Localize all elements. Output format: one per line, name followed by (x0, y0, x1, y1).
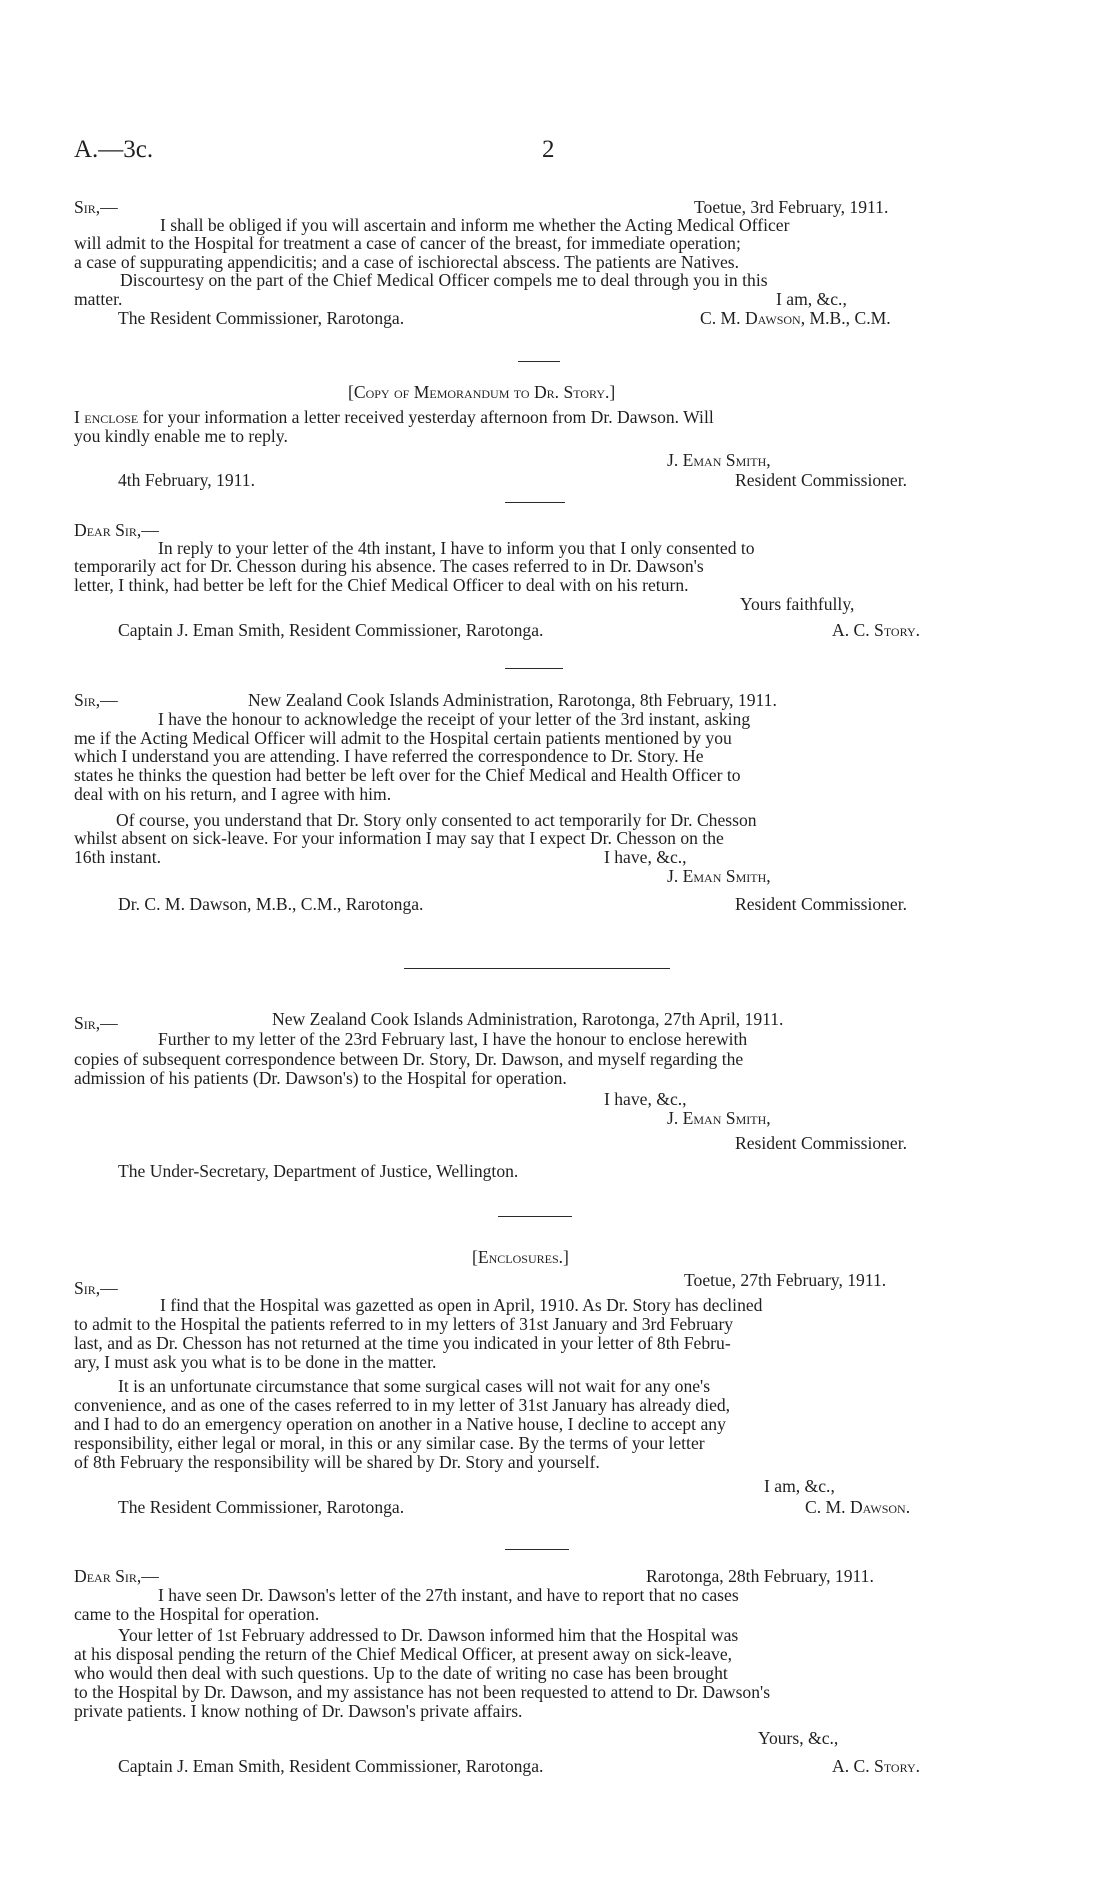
body-line: It is an unfortunate circumstance that some surgical cases will not wait for any one's (118, 1376, 711, 1396)
body-line: admission of his patients (Dr. Dawson's) to the Hospital for operation. (74, 1068, 567, 1088)
body-line: who would then deal with such questions. Up to the date of writing no case has been brought (74, 1663, 728, 1683)
page-number: 2 (542, 136, 555, 163)
document-reference: A.—3c. (74, 136, 154, 163)
body-line: to the Hospital by Dr. Dawson, and my assistance has not been requested to attend to Dr. Dawson's (74, 1682, 771, 1702)
body-line: Further to my letter of the 23rd February last, I have the honour to enclose herewith (158, 1029, 748, 1049)
place-date: Toetue, 27th February, 1911. (684, 1270, 887, 1290)
body-line: I find that the Hospital was gazetted as open in April, 1910. As Dr. Story has declined (160, 1295, 763, 1315)
divider (518, 361, 560, 362)
place-date: Toetue, 3rd February, 1911. (694, 197, 889, 217)
divider (505, 668, 563, 669)
section-heading: [Enclosures.] (472, 1247, 569, 1267)
body-line: me if the Acting Medical Officer will admit to the Hospital certain patients mentioned by you (74, 728, 732, 748)
divider (505, 502, 565, 503)
place-date: Rarotonga, 28th February, 1911. (646, 1566, 874, 1586)
salutation: Dear Sir,— (74, 520, 159, 540)
body-line (74, 407, 714, 427)
salutation: Dear Sir,— (74, 1566, 159, 1586)
signature: J. Eman Smith, (667, 866, 771, 886)
signature: J. Eman Smith, (667, 450, 771, 470)
body-line: Your letter of 1st February addressed to Dr. Dawson informed him that the Hospital was (118, 1625, 739, 1645)
closing: Yours faithfully, (740, 594, 855, 614)
divider (404, 968, 670, 969)
body-line: ary, I must ask you what is to be done in the matter. (74, 1352, 437, 1372)
body-line: private patients. I know nothing of Dr. Dawson's private affairs. (74, 1701, 523, 1721)
body-line: Of course, you understand that Dr. Story only consented to act temporarily for Dr. Chesson (116, 810, 757, 830)
body-line: and I had to do an emergency operation on another in a Native house, I decline to accept any (74, 1414, 726, 1434)
body-line: matter. (74, 289, 123, 309)
signature: J. Eman Smith, (667, 1108, 771, 1128)
body-line: came to the Hospital for operation. (74, 1604, 320, 1624)
signature: C. M. Dawson, M.B., C.M. (700, 308, 891, 328)
body-line: at his disposal pending the return of the Chief Medical Officer, at present away on sick-leave, (74, 1644, 733, 1664)
lead-words: I enclose (74, 407, 139, 427)
salutation: Sir,— (74, 690, 118, 710)
closing: I am, &c., (776, 289, 847, 309)
divider (505, 1549, 569, 1550)
salutation: Sir,— (74, 1278, 118, 1298)
body-line: to admit to the Hospital the patients referred to in my letters of 31st January and 3rd February (74, 1314, 734, 1334)
addressee: The Under-Secretary, Department of Justice, Wellington. (118, 1161, 519, 1181)
salutation: Sir,— (74, 1013, 118, 1033)
body-line: last, and as Dr. Chesson has not returned at the time you indicated in your letter of 8th Febru- (74, 1333, 731, 1353)
body-line: a case of suppurating appendicitis; and a case of ischiorectal abscess. The patients are Natives. (74, 252, 740, 272)
body-line: will admit to the Hospital for treatment a case of cancer of the breast, for immediate operation; (74, 233, 741, 253)
body-line: In reply to your letter of the 4th instant, I have to inform you that I only consented to (158, 538, 755, 558)
body-line: of 8th February the responsibility will be shared by Dr. Story and yourself. (74, 1452, 600, 1472)
signature: A. C. Story. (832, 620, 921, 640)
section-heading: [Copy of Memorandum to Dr. Story.] (348, 382, 616, 402)
addressee: Dr. C. M. Dawson, M.B., C.M., Rarotonga. (118, 894, 424, 914)
signatory-title: Resident Commissioner. (735, 470, 908, 490)
date: 4th February, 1911. (118, 470, 255, 490)
body-line: temporarily act for Dr. Chesson during his absence. The cases referred to in Dr. Dawson's (74, 556, 704, 576)
closing: I have, &c., (604, 1089, 687, 1109)
addressee: The Resident Commissioner, Rarotonga. (118, 308, 405, 328)
body-line: I shall be obliged if you will ascertain and inform me whether the Acting Medical Officer (160, 215, 790, 235)
body-line: letter, I think, had better be left for the Chief Medical Officer to deal with on his return. (74, 575, 689, 595)
signature: A. C. Story. (832, 1756, 921, 1776)
body-line-text: for your information a letter received yesterday afternoon from Dr. Dawson. Will (138, 407, 714, 427)
body-line: whilst absent on sick-leave. For your information I may say that I expect Dr. Chesson on the (74, 828, 724, 848)
signatory-title: Resident Commissioner. (735, 894, 908, 914)
place-date: New Zealand Cook Islands Administration, Rarotonga, 8th February, 1911. (248, 690, 777, 710)
body-line: I have the honour to acknowledge the receipt of your letter of the 3rd instant, asking (158, 709, 751, 729)
signatory-title: Resident Commissioner. (735, 1133, 908, 1153)
body-line: deal with on his return, and I agree with him. (74, 784, 392, 804)
addressee: Captain J. Eman Smith, Resident Commissioner, Rarotonga. (118, 1756, 544, 1776)
addressee: Captain J. Eman Smith, Resident Commissioner, Rarotonga. (118, 620, 544, 640)
body-line: states he thinks the question had better be left over for the Chief Medical and Health Officer to (74, 765, 741, 785)
closing: I have, &c., (604, 847, 687, 867)
place-date: New Zealand Cook Islands Administration, Rarotonga, 27th April, 1911. (272, 1009, 784, 1029)
addressee: The Resident Commissioner, Rarotonga. (118, 1497, 405, 1517)
body-line: Discourtesy on the part of the Chief Medical Officer compels me to deal through you in this (120, 270, 768, 290)
closing: Yours, &c., (758, 1728, 839, 1748)
body-line: you kindly enable me to reply. (74, 426, 288, 446)
divider (498, 1216, 572, 1217)
body-line: copies of subsequent correspondence between Dr. Story, Dr. Dawson, and myself regarding the (74, 1049, 744, 1069)
closing: I am, &c., (764, 1476, 835, 1496)
body-line: 16th instant. (74, 847, 161, 867)
body-line: convenience, and as one of the cases referred to in my letter of 31st January has already died, (74, 1395, 731, 1415)
body-line: I have seen Dr. Dawson's letter of the 27th instant, and have to report that no cases (158, 1585, 739, 1605)
body-line: which I understand you are attending. I have referred the correspondence to Dr. Story. He (74, 746, 704, 766)
salutation: Sir,— (74, 197, 118, 217)
signature: C. M. Dawson. (805, 1497, 911, 1517)
body-line: responsibility, either legal or moral, in this or any similar case. By the terms of your letter (74, 1433, 705, 1453)
